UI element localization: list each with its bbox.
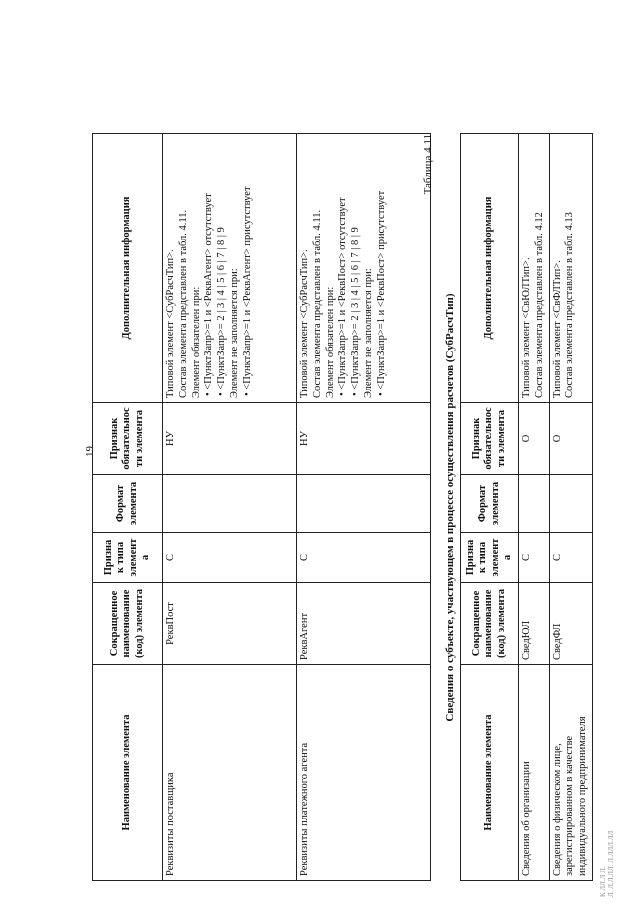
info-line: Элемент обязателен при: (190, 286, 202, 398)
cell-format (297, 475, 431, 533)
header-type: Признак типа элемента (461, 533, 519, 583)
info-line: • <ПунктЗапр>= 2 | 3 | 4 | 5 | 6 | 7 | 8 | 9 (350, 227, 362, 396)
info-line: Элемент не заполняется при: (228, 268, 240, 398)
cell-info (549, 134, 592, 403)
cell-type: С (297, 533, 431, 583)
info-line: Типовой элемент <СубРасчТип>. (299, 249, 310, 398)
info-line: • <ПунктЗапр>= 2 | 3 | 4 | 5 | 6 | 7 | 8 | 9 (216, 227, 228, 396)
cell-format (519, 475, 550, 533)
header-format: Формат элемента (93, 475, 163, 533)
cell-info (163, 134, 297, 403)
cell-type: С (549, 533, 592, 583)
info-line: Типовой элемент <СвФЛТип>. (551, 260, 563, 398)
cell-name: Сведения о физическом лице, зарегистрированном в качестве индивидуального предпринимателя (549, 665, 592, 881)
table-row (519, 134, 550, 881)
header-required: Признак обязательности элемента (93, 403, 163, 475)
cell-format (549, 475, 592, 533)
table-title: Сведения о субъекте, участвующем в процессе осуществления расчетов (СубРасчТип) (444, 293, 456, 722)
info-line: • <ПунктЗапр>=1 и <РеквАгент> присутствует (241, 186, 253, 396)
page-number: 19 (84, 446, 96, 457)
table-row (549, 134, 592, 881)
info-line: Состав элемента представлен в табл. 4.13 (564, 212, 576, 398)
info-line: Типовой элемент <СубРасчТип>. (165, 249, 176, 398)
cell-code: СведФЛ (549, 583, 592, 665)
table-caption: Таблица 4.11 (422, 134, 434, 195)
info-line: Элемент не заполняется при: (362, 268, 374, 398)
header-name: Наименование элемента (93, 665, 163, 881)
table-row (163, 134, 297, 881)
cell-name: Реквизиты поставщика (163, 665, 297, 881)
table-row (297, 134, 431, 881)
info-line: • <ПунктЗапр>=1 и <РеквАгент> отсутствует (203, 193, 215, 396)
info-line: Типовой элемент <СвЮЛТип>. (521, 257, 532, 398)
subject-info-table (460, 133, 593, 881)
cell-name: Сведения об организации (519, 665, 550, 881)
elements-table-continued (92, 133, 431, 881)
scan-imprint (600, 831, 615, 897)
info-line: Элемент обязателен при: (324, 286, 336, 398)
header-type: Признак типа элемента (93, 533, 163, 583)
info-line: Состав элемента представлен в табл. 4.11. (177, 209, 189, 398)
cell-required: О (519, 403, 550, 475)
header-required: Признак обязательности элемента (461, 403, 519, 475)
header-name: Наименование элемента (461, 665, 519, 881)
cell-type: С (519, 533, 550, 583)
scan-imprint-line: Л. Л.Л.ЛЛ. Л.ЛЛЛ.ЛЛ (606, 830, 615, 897)
scan-imprint-line: К ЛЛ.Л Л. (599, 866, 607, 897)
cell-format (163, 475, 297, 533)
cell-code: СведЮЛ (519, 583, 550, 665)
header-code: Сокращенное наименование (код) элемента (93, 583, 163, 665)
header-code: Сокращенное наименование (код) элемента (461, 583, 519, 665)
info-line: • <ПунктЗапр>=1 и <РеквПост> отсутствует (337, 197, 349, 396)
header-info: Дополнительная информация (461, 134, 519, 403)
cell-code: РеквПост (163, 583, 297, 665)
cell-info (519, 134, 550, 403)
cell-name: Реквизиты платежного агента (297, 665, 431, 881)
cell-required: О (549, 403, 592, 475)
cell-code: РеквАгент (297, 583, 431, 665)
info-line: • <ПунктЗапр>=1 и <РеквПост> присутствует (375, 190, 387, 396)
info-line: Состав элемента представлен в табл. 4.12 (533, 212, 545, 398)
header-info: Дополнительная информация (93, 134, 163, 403)
header-format: Формат элемента (461, 475, 519, 533)
table-header-row (461, 134, 519, 881)
cell-required: НУ (297, 403, 431, 475)
cell-info (297, 134, 431, 403)
cell-type: С (163, 533, 297, 583)
info-line: Состав элемента представлен в табл. 4.11. (311, 209, 323, 398)
table-header-row (93, 134, 163, 881)
cell-required: НУ (163, 403, 297, 475)
